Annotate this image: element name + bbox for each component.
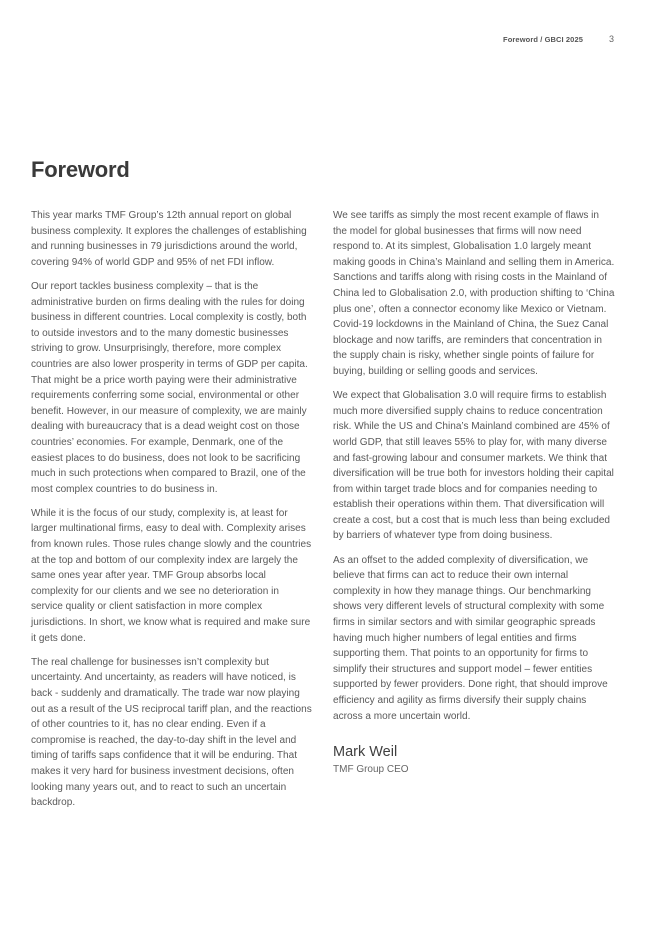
running-header xyxy=(503,34,614,44)
paragraph: We see tariffs as simply the most recent example of flaws in the model for global businesses that firms will now need respond to. At its simplest, Globalisation 1.0 largely meant making goods in China’s Mainland and selling them in America. Sanctions and tariffs along with rising costs in the Mainland of China led to Globalisation 2.0, with production shifting to ‘China plus one’, often a connector economy like Mexico or Vietnam. Covid-19 lockdowns in the Mainland of China, the Suez Canal blockage and now tariffs, are reminders that concentration in the supply chain is risky, whether single points of failure for buying, building or selling goods and services. xyxy=(333,210,615,377)
paragraph: While it is the focus of our study, complexity is, at least for larger multinational firms, easy to deal with. Complexity arises from known rules. Those rules change slowly and the countries at the top and bottom of our complexity index are largely the same ones year after year. TMF Group absorbs local complexity for our clients and we see no deterioration in service quality or client satisfaction in more complex jurisdictions. In short, we know what is required and make sure it gets done. xyxy=(31,507,312,644)
page-title: Foreword xyxy=(31,157,130,182)
signature-role: TMF Group CEO xyxy=(333,764,409,776)
running-title: Foreword / GBCI 2025 xyxy=(503,35,583,44)
paragraph: The real challenge for businesses isn’t complexity but uncertainty. And uncertainty, as readers will have noticed, is back - suddenly and dramatically. The trade war now playing out as a result of the US reciprocal tariff plan, and the reactions of other countries to it, has no clear ending. Even if a compromise is reached, the day-to-day shift in the level and timing of tariffs saps confidence that it will be enduring. That makes it very hard for business investment decisions, often looking many years out, and to react to such an uncertain backdrop. xyxy=(31,656,312,809)
page-number: 3 xyxy=(608,34,614,44)
signature-name: Mark Weil xyxy=(333,744,398,761)
paragraph: As an offset to the added complexity of diversification, we believe that firms can act to reduce their own internal complexity in how they manage things. Our benchmarking shows very different levels of structural complexity with some firms in similar sectors and with similar geographic spreads having much higher numbers of legal entities and firms supporting them. That points to an opportunity for firms to simplify their structures and support model – fewer entities supported by fewer providers. Done right, that should improve efficiency and agility as firms diversify their supply chains across a more uncertain world. xyxy=(333,554,608,722)
paragraph: We expect that Globalisation 3.0 will require firms to establish much more diversified supply chains to reduce concentration risk. While the US and China’s Mainland combined are 45% of world GDP, that still leaves 55% to play for, with many diverse and fast-growing labour and consumer markets. We think that diversification will be true both for investors holding their capital from within target trade blocs and for companies needing to establish their operations within them. That diversification will create a cost, but a cost that is much less than being excluded by barriers of whatever type from doing business. xyxy=(333,390,614,542)
paragraph: This year marks TMF Group’s 12th annual report on global business complexity. It explores the challenges of establishing and running businesses in 79 jurisdictions around the world, covering 94% of world GDP and 95% of net FDI inflow. xyxy=(31,210,307,268)
left-column xyxy=(31,208,313,819)
right-column xyxy=(333,208,615,777)
paragraph: Our report tackles business complexity – that is the administrative burden on firms dealing with the rules for doing business in different countries. Local complexity is costly, both to outside investors and to the many domestic businesses striving to grow. Unsurprisingly, therefore, more complex countries are also lower prosperity in terms of GDP per capita. That might be a price worth paying were their administrative requirements conferring some social, environmental or other benefit. However, in our measure of complexity, we are mainly dealing with bureaucracy that is a dead weight cost on those countries’ economies. For example, Denmark, one of the easiest places to do business, does not look to be sacrificing much in such protections when compared to Brazil, one of the most complex countries to do business in. xyxy=(31,280,308,495)
